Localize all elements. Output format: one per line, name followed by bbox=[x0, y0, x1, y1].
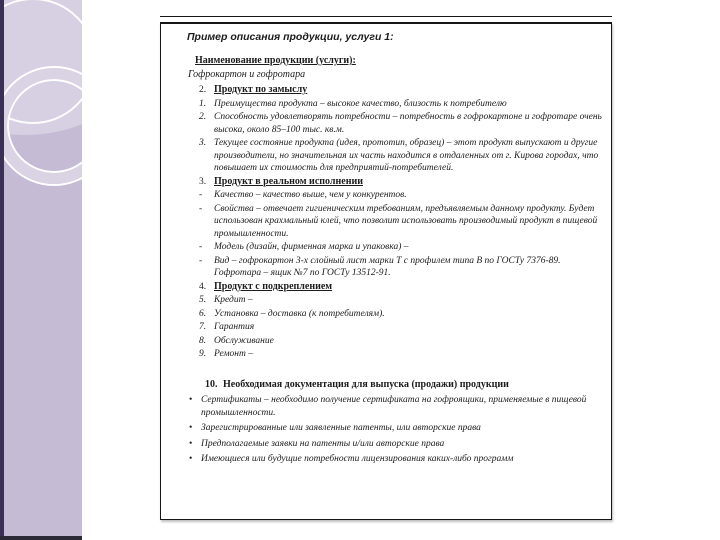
list-number: 3. bbox=[199, 176, 207, 187]
slide-title: Пример описания продукции, услуги 1: bbox=[187, 31, 394, 43]
list-item-text: Вид – гофрокартон 3-х слойный лист марки Т с профилем типа В по ГОСТу 7376-89. Гофротара – ящик №7 по ГОСТу 13512-91. bbox=[214, 255, 561, 278]
documentation-heading-label: Необходимая документация для выпуска (продажи) продукции bbox=[223, 378, 509, 390]
list-item-marker: - bbox=[199, 203, 203, 214]
product-levels-list bbox=[199, 84, 603, 361]
content-box bbox=[160, 22, 612, 520]
product-name-value: Гофрокартон и гофротара bbox=[188, 69, 306, 80]
bullet-marker: • bbox=[189, 395, 193, 405]
list-item-marker: 1. bbox=[199, 98, 207, 109]
bullet-text: Сертификаты – необходимо получение сертификата на гофроящики, применяемые в пищевой промышленности. bbox=[201, 395, 587, 418]
decor-left-edge bbox=[0, 0, 4, 540]
list-item-text: Обслуживание bbox=[214, 335, 274, 346]
sidebar-decoration bbox=[0, 0, 82, 540]
list-item bbox=[199, 137, 603, 175]
decor-bottom-bar bbox=[0, 536, 82, 540]
list-item bbox=[199, 321, 603, 334]
bullet-text: Имеющиеся или будущие потребности лицензирования каких-либо программ bbox=[201, 454, 514, 464]
list-item bbox=[199, 348, 603, 361]
list-heading-label: Продукт в реальном исполнении bbox=[214, 175, 363, 187]
list-item-text: Преимущества продукта – высокое качество, близость к потребителю bbox=[214, 98, 507, 109]
list-item bbox=[199, 241, 603, 254]
product-name-heading: Наименование продукции (услуги): bbox=[195, 55, 356, 66]
list-item-text: Качество – качество выше, чем у конкурентов. bbox=[214, 190, 407, 200]
list-item bbox=[199, 203, 603, 241]
list-item-marker: 2. bbox=[199, 112, 207, 122]
list-item-text: Гарантия bbox=[214, 322, 255, 332]
list-number: 2. bbox=[199, 85, 207, 95]
list-item-marker: 5. bbox=[199, 295, 207, 305]
list-heading bbox=[199, 281, 603, 294]
list-item-text: Свойства – отвечает гигиеническим требованиям, предъявляемым данному продукту. Будет использован крахмальный клей, что позволит использовать производимый продукт в пищевой промышленности. bbox=[214, 203, 598, 239]
bullet-text: Зарегистрированные или заявленные патенты, или авторские права bbox=[201, 423, 481, 433]
list-item-marker: 8. bbox=[199, 335, 207, 346]
list-item-marker: - bbox=[199, 255, 203, 266]
list-item-marker: 6. bbox=[199, 308, 207, 319]
bullet-item bbox=[189, 438, 603, 451]
list-item-text: Ремонт – bbox=[214, 349, 253, 359]
list-item bbox=[199, 308, 603, 321]
bullet-text: Предполагаемые заявки на патенты и/или авторские права bbox=[201, 438, 445, 449]
list-item bbox=[199, 111, 603, 136]
content-box-top-rule bbox=[160, 16, 612, 17]
list-heading-label: Продукт по замыслу bbox=[214, 84, 308, 95]
documentation-heading bbox=[205, 379, 603, 392]
list-item-marker: - bbox=[199, 190, 203, 200]
list-item-marker: 3. bbox=[199, 138, 207, 148]
list-item-text: Установка – доставка (к потребителям). bbox=[214, 308, 385, 319]
list-heading-label: Продукт с подкреплением bbox=[214, 280, 333, 292]
list-item-text: Способность удовлетворять потребности – потребность в гофрокартоне и гофротаре очень высока, около 85–100 тыс. кв.м. bbox=[214, 112, 602, 135]
decor-ring bbox=[0, 68, 82, 184]
bullet-marker: • bbox=[189, 438, 193, 449]
list-number: 4. bbox=[199, 281, 207, 292]
bullet-marker: • bbox=[189, 454, 193, 464]
list-item-marker: 9. bbox=[199, 349, 207, 359]
bullet-marker: • bbox=[189, 423, 193, 433]
documentation-section bbox=[189, 379, 603, 466]
list-item bbox=[199, 335, 603, 348]
list-item-text: Кредит – bbox=[214, 295, 253, 305]
list-item-marker: - bbox=[199, 242, 203, 252]
list-item bbox=[199, 189, 603, 202]
bullet-item bbox=[189, 453, 603, 466]
list-item-marker: 7. bbox=[199, 322, 207, 332]
list-item-text: Текущее состояние продукта (идея, прототип, образец) – этот продукт выпускают и другие производители, но значительная их часть находится в отдаленных от г. Кирова городах, что повышает их стоимость для предприятий-потребителей. bbox=[214, 138, 599, 173]
list-number: 10. bbox=[205, 378, 218, 390]
list-heading bbox=[199, 176, 603, 189]
bullet-item bbox=[189, 422, 603, 435]
list-item bbox=[199, 98, 603, 111]
list-item bbox=[199, 294, 603, 307]
list-item-text: Модель (дизайн, фирменная марка и упаковка) – bbox=[214, 242, 409, 252]
list-heading bbox=[199, 84, 603, 97]
bullet-item bbox=[189, 394, 603, 419]
list-item bbox=[199, 255, 603, 280]
